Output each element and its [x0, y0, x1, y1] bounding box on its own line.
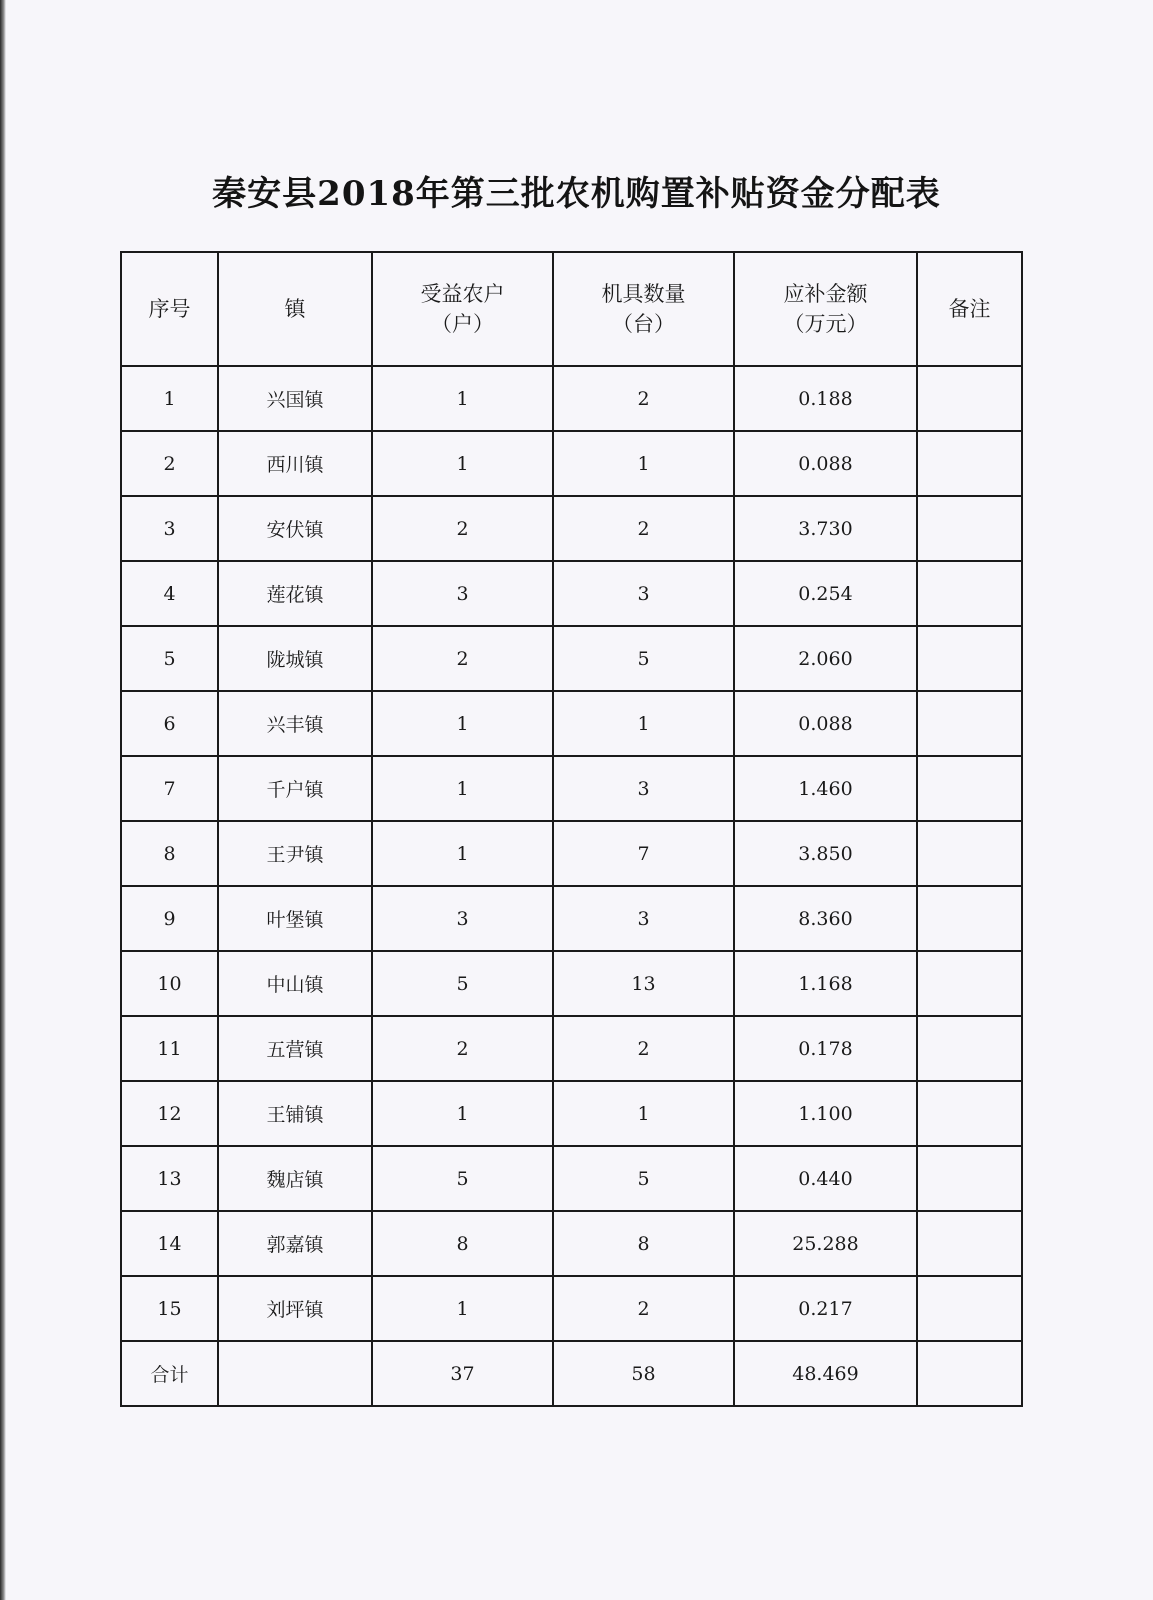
cell-town: 西川镇 — [218, 431, 372, 496]
cell-households: 1 — [372, 1081, 553, 1146]
cell-remarks — [917, 561, 1022, 626]
cell-households: 1 — [372, 1276, 553, 1341]
cell-amount: 3.730 — [734, 496, 917, 561]
cell-households: 1 — [372, 431, 553, 496]
cell-machines: 1 — [553, 691, 734, 756]
cell-seq: 6 — [121, 691, 218, 756]
cell-seq: 15 — [121, 1276, 218, 1341]
header-machines — [553, 252, 734, 366]
cell-machines: 3 — [553, 756, 734, 821]
cell-seq: 1 — [121, 366, 218, 431]
cell-town: 莲花镇 — [218, 561, 372, 626]
cell-machines: 3 — [553, 561, 734, 626]
cell-seq: 13 — [121, 1146, 218, 1211]
total-label: 合计 — [121, 1341, 218, 1406]
document-title: 秦安县2018年第三批农机购置补贴资金分配表 — [212, 174, 941, 214]
cell-amount: 0.217 — [734, 1276, 917, 1341]
cell-remarks — [917, 496, 1022, 561]
cell-remarks — [917, 431, 1022, 496]
total-machines: 58 — [553, 1341, 734, 1406]
total-row — [121, 1341, 1022, 1406]
allocation-table — [120, 251, 1023, 1407]
table-row — [121, 821, 1022, 886]
cell-seq: 8 — [121, 821, 218, 886]
total-amount: 48.469 — [734, 1341, 917, 1406]
table-row — [121, 691, 1022, 756]
cell-remarks — [917, 1081, 1022, 1146]
table-row — [121, 886, 1022, 951]
cell-amount: 2.060 — [734, 626, 917, 691]
cell-amount: 1.460 — [734, 756, 917, 821]
cell-town: 安伏镇 — [218, 496, 372, 561]
cell-town: 千户镇 — [218, 756, 372, 821]
cell-amount: 0.088 — [734, 691, 917, 756]
cell-households: 3 — [372, 886, 553, 951]
cell-remarks — [917, 1276, 1022, 1341]
total-households: 37 — [372, 1341, 553, 1406]
cell-seq: 4 — [121, 561, 218, 626]
cell-households: 2 — [372, 496, 553, 561]
header-amount-line2: （万元） — [783, 312, 868, 336]
cell-machines: 13 — [553, 951, 734, 1016]
header-machines-line2: （台） — [612, 312, 675, 336]
cell-amount: 0.088 — [734, 431, 917, 496]
cell-town: 郭嘉镇 — [218, 1211, 372, 1276]
table-row — [121, 366, 1022, 431]
table-row — [121, 431, 1022, 496]
cell-remarks — [917, 886, 1022, 951]
cell-machines: 1 — [553, 1081, 734, 1146]
cell-seq: 3 — [121, 496, 218, 561]
cell-machines: 3 — [553, 886, 734, 951]
cell-households: 1 — [372, 366, 553, 431]
cell-seq: 5 — [121, 626, 218, 691]
cell-households: 5 — [372, 1146, 553, 1211]
header-machines-line1: 机具数量 — [601, 282, 686, 306]
cell-amount: 3.850 — [734, 821, 917, 886]
total-remarks — [917, 1341, 1022, 1406]
cell-machines: 2 — [553, 1016, 734, 1081]
header-seq: 序号 — [121, 252, 218, 366]
cell-town: 王尹镇 — [218, 821, 372, 886]
cell-town: 中山镇 — [218, 951, 372, 1016]
cell-amount: 0.440 — [734, 1146, 917, 1211]
header-remarks: 备注 — [917, 252, 1022, 366]
cell-machines: 2 — [553, 496, 734, 561]
cell-seq: 14 — [121, 1211, 218, 1276]
cell-households: 3 — [372, 561, 553, 626]
table-row — [121, 951, 1022, 1016]
cell-remarks — [917, 691, 1022, 756]
cell-machines: 8 — [553, 1211, 734, 1276]
cell-households: 1 — [372, 691, 553, 756]
cell-amount: 0.254 — [734, 561, 917, 626]
cell-town: 王铺镇 — [218, 1081, 372, 1146]
table-row — [121, 1146, 1022, 1211]
table-row — [121, 1211, 1022, 1276]
header-row — [121, 252, 1022, 366]
cell-machines: 5 — [553, 1146, 734, 1211]
cell-machines: 2 — [553, 366, 734, 431]
cell-amount: 0.178 — [734, 1016, 917, 1081]
cell-town: 五营镇 — [218, 1016, 372, 1081]
header-households-line2: （户） — [431, 312, 494, 336]
cell-households: 2 — [372, 626, 553, 691]
header-amount-line1: 应补金额 — [783, 282, 868, 306]
cell-remarks — [917, 1211, 1022, 1276]
cell-seq: 2 — [121, 431, 218, 496]
cell-town: 叶堡镇 — [218, 886, 372, 951]
table-row — [121, 756, 1022, 821]
total-town — [218, 1341, 372, 1406]
cell-seq: 10 — [121, 951, 218, 1016]
cell-remarks — [917, 1146, 1022, 1211]
cell-seq: 7 — [121, 756, 218, 821]
header-households-line1: 受益农户 — [420, 282, 505, 306]
cell-seq: 12 — [121, 1081, 218, 1146]
cell-machines: 2 — [553, 1276, 734, 1341]
table-row — [121, 561, 1022, 626]
cell-town: 兴国镇 — [218, 366, 372, 431]
table-row — [121, 1081, 1022, 1146]
table-row — [121, 1276, 1022, 1341]
cell-machines: 5 — [553, 626, 734, 691]
cell-remarks — [917, 951, 1022, 1016]
cell-seq: 11 — [121, 1016, 218, 1081]
cell-households: 1 — [372, 756, 553, 821]
cell-households: 1 — [372, 821, 553, 886]
cell-machines: 1 — [553, 431, 734, 496]
cell-remarks — [917, 756, 1022, 821]
table-row — [121, 1016, 1022, 1081]
cell-amount: 25.288 — [734, 1211, 917, 1276]
cell-households: 2 — [372, 1016, 553, 1081]
header-town: 镇 — [218, 252, 372, 366]
cell-remarks — [917, 366, 1022, 431]
header-households — [372, 252, 553, 366]
cell-remarks — [917, 626, 1022, 691]
cell-town: 魏店镇 — [218, 1146, 372, 1211]
cell-remarks — [917, 1016, 1022, 1081]
table-row — [121, 496, 1022, 561]
scan-edge — [0, 0, 6, 1600]
cell-households: 8 — [372, 1211, 553, 1276]
cell-households: 5 — [372, 951, 553, 1016]
cell-amount: 1.168 — [734, 951, 917, 1016]
cell-remarks — [917, 821, 1022, 886]
cell-amount: 1.100 — [734, 1081, 917, 1146]
cell-machines: 7 — [553, 821, 734, 886]
cell-town: 兴丰镇 — [218, 691, 372, 756]
table-row — [121, 626, 1022, 691]
cell-amount: 0.188 — [734, 366, 917, 431]
cell-seq: 9 — [121, 886, 218, 951]
cell-town: 刘坪镇 — [218, 1276, 372, 1341]
cell-amount: 8.360 — [734, 886, 917, 951]
cell-town: 陇城镇 — [218, 626, 372, 691]
header-amount — [734, 252, 917, 366]
